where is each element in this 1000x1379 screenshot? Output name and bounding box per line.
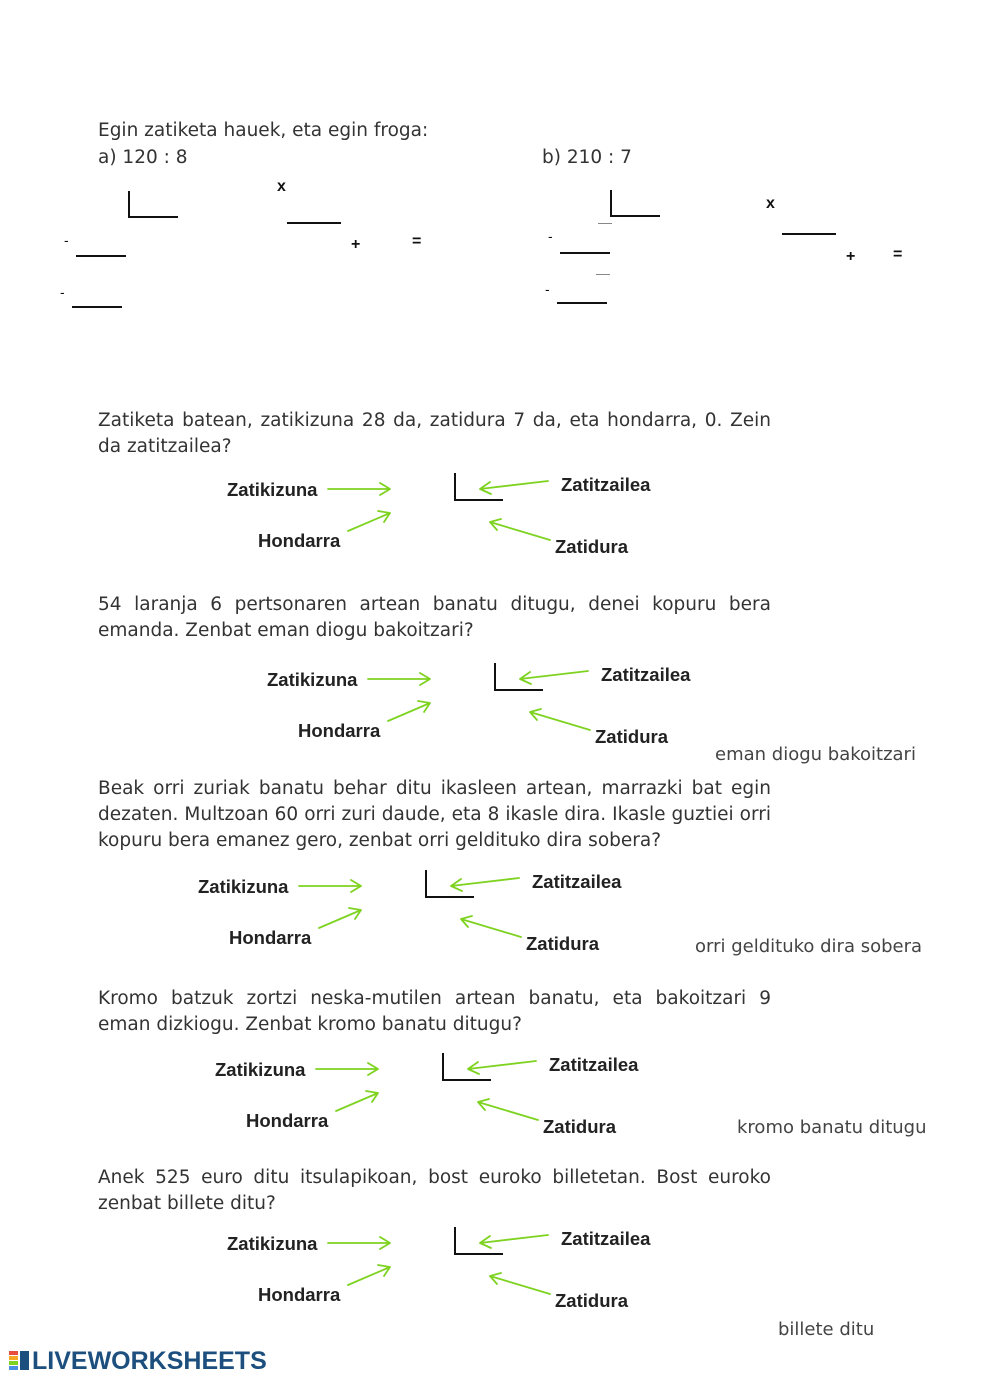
- remainder-label: Hondarra: [298, 720, 381, 741]
- division-bracket-vertical: [128, 191, 130, 217]
- digit-mark: [598, 223, 612, 224]
- remainder-arrow: [348, 511, 390, 531]
- problem-1-text: Zatiketa batean, zatikizuna 28 da, zatidura 7 da, eta hondarra, 0. Zein da zatitzailea?: [98, 410, 771, 457]
- dividend-label: Zatikizuna: [198, 876, 289, 897]
- division-bracket-horizontal[interactable]: [610, 215, 660, 217]
- brand-name: LIVEWORKSHEETS: [32, 1346, 267, 1375]
- divisor-arrow: [468, 1061, 536, 1074]
- quotient-arrow: [461, 916, 521, 937]
- liveworksheets-logo[interactable]: [8, 1347, 267, 1375]
- division-diagram: [191, 862, 641, 972]
- minus-sign: -: [548, 228, 553, 244]
- dividend-arrow: [368, 673, 430, 685]
- live-badge-icon: [8, 1349, 30, 1373]
- divisor-label: Zatitzailea: [532, 871, 622, 892]
- answer-text: eman diogu bakoitzari: [715, 744, 916, 765]
- problem-2-text: 54 laranja 6 pertsonaren artean banatu ditugu, denei kopuru bera emanda. Zenbat eman diogu bakoitzari?: [98, 594, 771, 641]
- divisor-arrow: [480, 481, 548, 494]
- minus-sign: -: [545, 281, 550, 297]
- quotient-arrow: [530, 709, 590, 730]
- dividend-arrow: [299, 880, 361, 892]
- remainder-arrow: [348, 1265, 390, 1285]
- division-arrows: [220, 1219, 670, 1329]
- minus-sign: -: [64, 232, 69, 248]
- division-diagram: [220, 1219, 670, 1329]
- problem-3-text: Beak orri zuriak banatu behar ditu ikasleen artean, marrazki bat egin dezaten. Multzoan 60 orri zuri daude, eta 8 ikasle dira. Ikasle guztiei orri kopuru bera emanez gero, zenbat orri geldituko dira sobera?: [98, 778, 771, 851]
- answer-text: orri geldituko dira sobera: [695, 936, 923, 957]
- dividend-label: Zatikizuna: [267, 669, 358, 690]
- remainder-arrow: [388, 701, 430, 721]
- exercise-a-label: a) 120 : 8: [98, 147, 188, 168]
- remainder-label: Hondarra: [258, 1284, 341, 1305]
- times-sign: x: [277, 178, 286, 195]
- remainder-arrow: [319, 908, 361, 928]
- equals-sign: =: [412, 233, 422, 250]
- dividend-arrow: [328, 483, 390, 495]
- quotient-label: Zatidura: [526, 933, 599, 954]
- digit-mark: [596, 274, 610, 275]
- exercise-b-label: b) 210 : 7: [542, 147, 632, 168]
- dividend-label: Zatikizuna: [227, 479, 318, 500]
- subtraction-line[interactable]: [560, 252, 610, 254]
- subtraction-line[interactable]: [76, 255, 126, 257]
- plus-sign: +: [351, 236, 361, 253]
- divisor-label: Zatitzailea: [601, 664, 691, 685]
- dividend-label: Zatikizuna: [215, 1059, 306, 1080]
- division-arrows: [208, 1045, 658, 1155]
- divisor-arrow: [451, 878, 519, 891]
- quotient-label: Zatidura: [555, 1290, 628, 1311]
- division-diagram: [208, 1045, 658, 1155]
- division-bracket-horizontal[interactable]: [128, 216, 178, 218]
- answer-text: billete ditu: [778, 1319, 875, 1340]
- division-arrows: [191, 862, 641, 972]
- divisor-arrow: [480, 1235, 548, 1248]
- remainder-arrow: [336, 1091, 378, 1111]
- division-arrows: [220, 465, 670, 575]
- quotient-label: Zatidura: [555, 536, 628, 557]
- subtraction-line[interactable]: [557, 302, 607, 304]
- equals-sign: =: [893, 246, 903, 263]
- dividend-label: Zatikizuna: [227, 1233, 318, 1254]
- times-sign: x: [766, 195, 775, 212]
- quotient-arrow: [478, 1099, 538, 1120]
- remainder-label: Hondarra: [246, 1110, 329, 1131]
- divisor-label: Zatitzailea: [561, 474, 651, 495]
- divisor-label: Zatitzailea: [549, 1054, 639, 1075]
- product-line[interactable]: [287, 222, 341, 224]
- division-diagram: [260, 655, 710, 765]
- remainder-label: Hondarra: [258, 530, 341, 551]
- quotient-arrow: [490, 519, 550, 540]
- division-diagram: [220, 465, 670, 575]
- division-arrows: [260, 655, 710, 765]
- answer-text: kromo banatu ditugu: [737, 1117, 927, 1138]
- quotient-arrow: [490, 1273, 550, 1294]
- subtraction-line[interactable]: [72, 306, 122, 308]
- problem-4-text: Kromo batzuk zortzi neska-mutilen artean banatu, eta bakoitzari 9 eman dizkiogu. Zenbat kromo banatu ditugu?: [98, 988, 771, 1035]
- dividend-arrow: [328, 1237, 390, 1249]
- divisor-arrow: [520, 671, 588, 684]
- quotient-label: Zatidura: [543, 1116, 616, 1137]
- dividend-arrow: [316, 1063, 378, 1075]
- remainder-label: Hondarra: [229, 927, 312, 948]
- plus-sign: +: [846, 248, 856, 265]
- divisor-label: Zatitzailea: [561, 1228, 651, 1249]
- instructions: Egin zatiketa hauek, eta egin froga:: [98, 120, 429, 141]
- problem-5-text: Anek 525 euro ditu itsulapikoan, bost euroko billetetan. Bost euroko zenbat billete ditu?: [98, 1167, 771, 1214]
- product-line[interactable]: [782, 233, 836, 235]
- minus-sign: -: [60, 284, 65, 300]
- quotient-label: Zatidura: [595, 726, 668, 747]
- division-bracket-vertical: [610, 190, 612, 216]
